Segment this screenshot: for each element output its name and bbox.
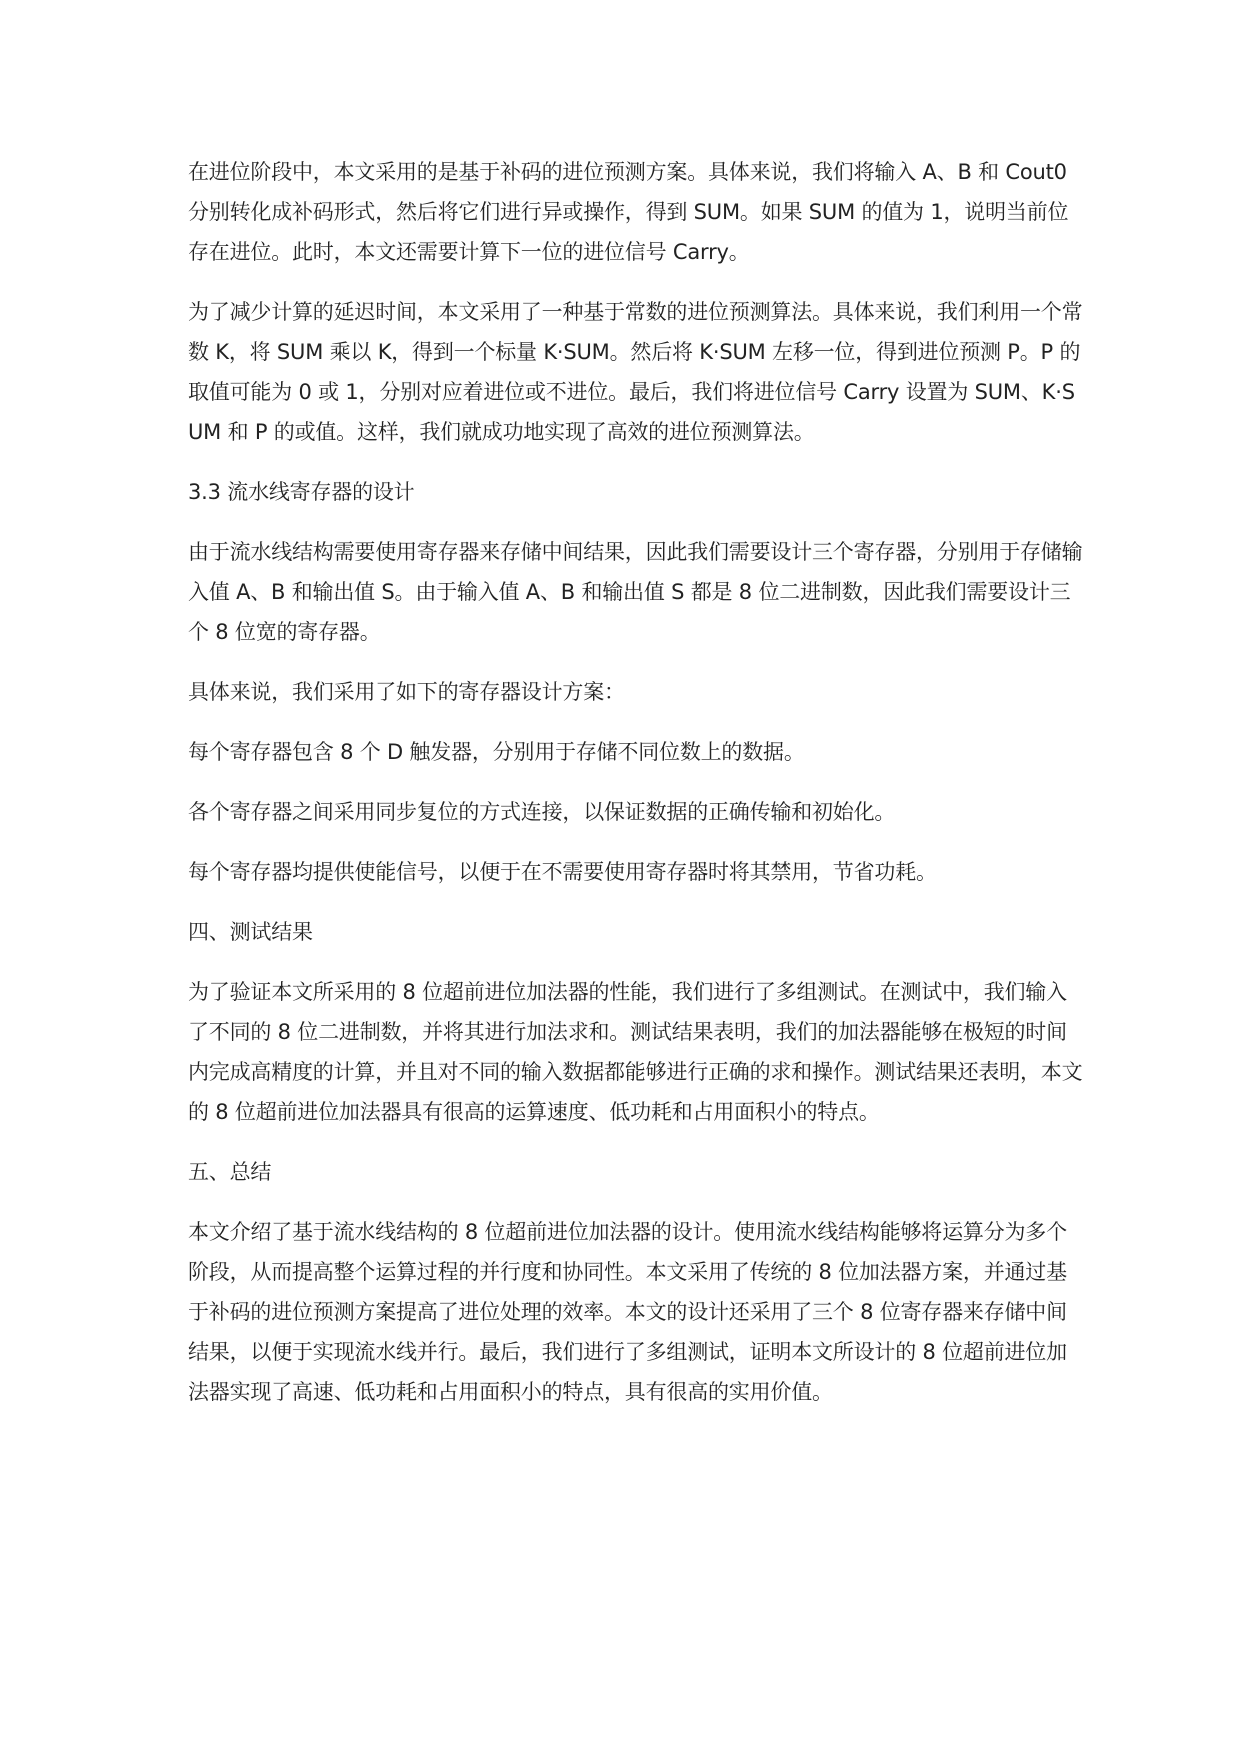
paragraph-register-enable: 每个寄存器均提供使能信号，以便于在不需要使用寄存器时将其禁用，节省功耗。 [188, 860, 937, 884]
section-heading-pipeline-register: 3.3 流水线寄存器的设计 [188, 480, 415, 504]
paragraph-test-results: 为了验证本文所采用的 8 位超前进位加法器的性能，我们进行了多组测试。在测试中，我们输入了不同的 8 位二进制数，并将其进行加法求和。测试结果表明，我们的加法器能够在极短的时间内完成高精度的计算，并且对不同的输入数据都能够进行正确的求和操作。测试结果还表明，本文的 8 位超前进位加法器具有很高的运算速度、低功耗和占用面积小的特点。 [188, 980, 1083, 1124]
section-heading-summary: 五、总结 [188, 1160, 272, 1184]
section-heading-test-results: 四、测试结果 [188, 920, 313, 944]
document-page [188, 152, 1083, 1432]
paragraph-register-scheme-intro: 具体来说，我们采用了如下的寄存器设计方案： [188, 680, 625, 704]
paragraph-summary: 本文介绍了基于流水线结构的 8 位超前进位加法器的设计。使用流水线结构能够将运算分为多个阶段，从而提高整个运算过程的并行度和协同性。本文采用了传统的 8 位加法器方案，并通过基于补码的进位预测方案提高了进位处理的效率。本文的设计还采用了三个 8 位寄存器来存储中间结果，以便于实现流水线并行。最后，我们进行了多组测试，证明本文所设计的 8 位超前进位加法器实现了高速、低功耗和占用面积小的特点，具有很高的实用价值。 [188, 1220, 1067, 1404]
paragraph-carry-prediction: 为了减少计算的延迟时间，本文采用了一种基于常数的进位预测算法。具体来说，我们利用一个常数 K，将 SUM 乘以 K，得到一个标量 K·SUM。然后将 K·SUM 左移一位，得到进位预测 P。P 的取值可能为 0 或 1，分别对应着进位或不进位。最后，我们将进位信号 Carry 设置为 SUM、K·SUM 和 P 的或值。这样，我们就成功地实现了高效的进位预测算法。 [188, 300, 1083, 444]
paragraph-register-sync-reset: 各个寄存器之间采用同步复位的方式连接，以保证数据的正确传输和初始化。 [188, 800, 896, 824]
paragraph-register-d-flipflop: 每个寄存器包含 8 个 D 触发器，分别用于存储不同位数上的数据。 [188, 740, 805, 764]
paragraph-carry-stage: 在进位阶段中，本文采用的是基于补码的进位预测方案。具体来说，我们将输入 A、B 和 Cout0 分别转化成补码形式，然后将它们进行异或操作，得到 SUM。如果 SUM 的值为 1，说明当前位存在进位。此时，本文还需要计算下一位的进位信号 Carry。 [188, 160, 1069, 264]
paragraph-register-need: 由于流水线结构需要使用寄存器来存储中间结果，因此我们需要设计三个寄存器，分别用于存储输入值 A、B 和输出值 S。由于输入值 A、B 和输出值 S 都是 8 位二进制数，因此我们需要设计三个 8 位宽的寄存器。 [188, 540, 1083, 644]
